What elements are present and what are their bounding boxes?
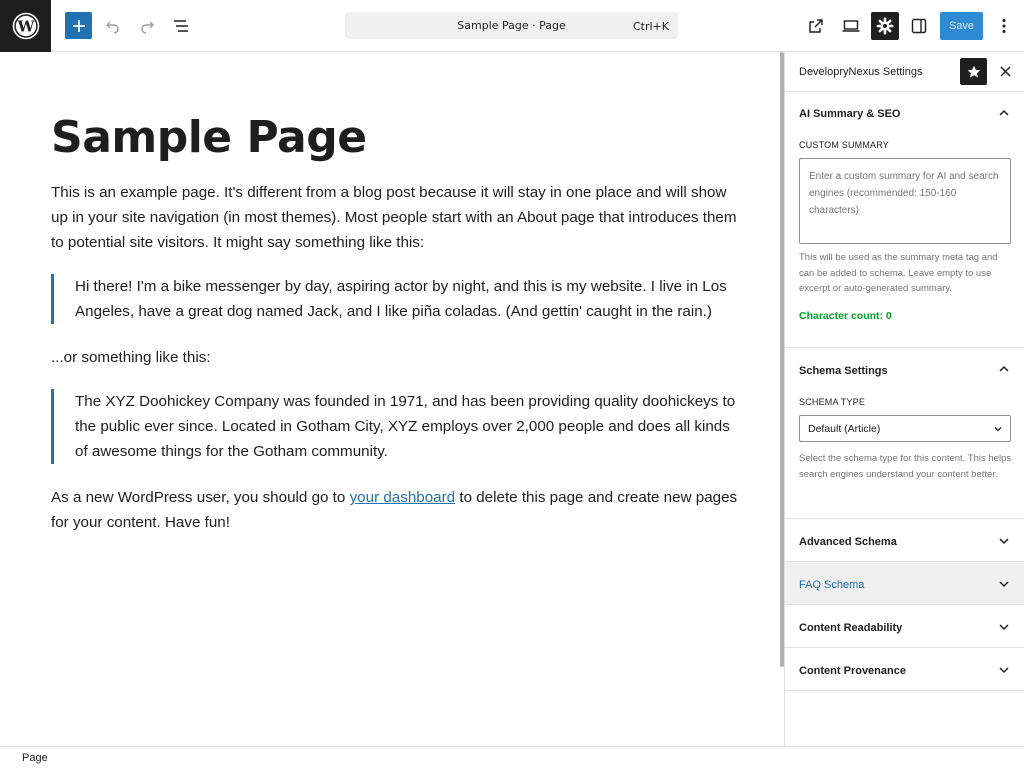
pin-sidebar-button[interactable] [960,58,987,85]
panel-title[interactable]: Advanced Schema [799,536,897,548]
ai-summary-panel [785,92,1024,348]
close-icon [1000,66,1011,77]
document-overview-button[interactable] [167,12,195,40]
save-button[interactable]: Save [940,12,983,40]
command-palette-bar[interactable] [345,12,678,39]
paragraph-block[interactable]: This is an example page. It's different from a blog post because it will stay in one place and will show up in your site navigation (in most themes). Most people start with an About page that introduces them to potential site visitors. It might say something like this: [51,184,737,251]
schema-settings-panel [785,348,1024,519]
character-count: Character count: 0 [799,310,892,322]
sidebar-title: DevelopryNexus Settings [799,66,923,78]
chevron-down-icon [992,423,1004,435]
chevron-down-icon[interactable] [997,620,1011,634]
block-breadcrumb-bar [0,746,1024,768]
redo-button[interactable] [133,12,161,40]
desktop-icon [842,19,860,33]
field-label: SCHEMA TYPE [799,397,866,407]
panel-title[interactable]: AI Summary & SEO [799,108,901,120]
keyboard-shortcut: Ctrl+K [632,20,669,33]
content-readability-panel[interactable] [785,605,1024,648]
help-text: This will be used as the summary meta tag and can be added to schema. Leave empty to use excerpt or auto-generated summary. [799,252,998,294]
add-block-button[interactable] [65,12,92,39]
advanced-schema-panel[interactable] [785,519,1024,562]
content-provenance-panel[interactable] [785,648,1024,691]
quote-text[interactable]: Hi there! I'm a bike messenger by day, aspiring actor by night, and this is my website. I live in Los Angeles, have a great dog named Jack, and I like piña coladas. (And gettin' caught in the rain.) [75,278,727,320]
editor-toolbar [0,0,1024,52]
chevron-down-icon[interactable] [997,577,1011,591]
svg-text:W: W [17,17,34,36]
settings-sidebar [784,52,1024,746]
close-sidebar-button[interactable] [993,58,1017,85]
paragraph-text: to delete this page and create new pages for your content. Have fun! [51,489,738,531]
panel-title[interactable]: Schema Settings [799,365,888,377]
sidebar-header [785,52,1024,92]
undo-button[interactable] [99,12,127,40]
quote-block[interactable] [51,389,741,464]
panel-title[interactable]: Content Provenance [799,665,906,677]
options-button[interactable] [990,12,1018,40]
field-label: CUSTOM SUMMARY [799,140,889,150]
settings-button[interactable] [871,12,899,40]
redo-icon [139,18,155,34]
paragraph-block[interactable]: ...or something like this: [51,349,211,366]
selected-option: Default (Article) [808,423,881,435]
plus-icon [72,19,86,33]
breadcrumb[interactable]: Page [22,752,48,764]
faq-schema-panel[interactable] [785,562,1024,605]
gear-icon [876,17,894,35]
view-page-button[interactable] [802,12,830,40]
chevron-down-icon[interactable] [997,534,1011,548]
external-link-icon [808,18,824,34]
editor-canvas[interactable] [0,52,784,746]
more-vertical-icon [1002,18,1006,34]
panel-title[interactable]: FAQ Schema [799,579,865,591]
schema-type-select[interactable] [799,415,1011,442]
preview-button[interactable] [837,12,865,40]
help-text: Select the schema type for this content. This helps search engines understand your content better. [799,453,1012,480]
dashboard-link[interactable]: your dashboard [349,489,456,506]
paragraph-text: As a new WordPress user, you should go to [51,489,350,506]
post-title[interactable]: Sample Page [51,112,367,163]
paragraph-block[interactable] [51,485,741,535]
list-view-icon [173,19,189,33]
sidebar-panel-icon [911,18,927,34]
quote-block[interactable] [51,274,741,324]
chevron-up-icon[interactable] [997,362,1011,376]
document-title: Sample Page · Page [457,19,566,32]
panel-title[interactable]: Content Readability [799,622,903,634]
plugin-sidebar-button[interactable] [905,12,933,40]
chevron-up-icon[interactable] [997,106,1011,120]
chevron-down-icon[interactable] [997,663,1011,677]
wordpress-logo-icon[interactable] [0,0,51,52]
quote-text[interactable]: The XYZ Doohickey Company was founded in 1971, and has been providing quality doohickeys to the public ever since. Located in Gotham City, XYZ employs over 2,000 people and does all kinds of awesome things for the Gotham community. [75,393,736,460]
undo-icon [105,18,121,34]
star-icon [967,65,981,79]
custom-summary-textarea[interactable] [799,158,1011,244]
